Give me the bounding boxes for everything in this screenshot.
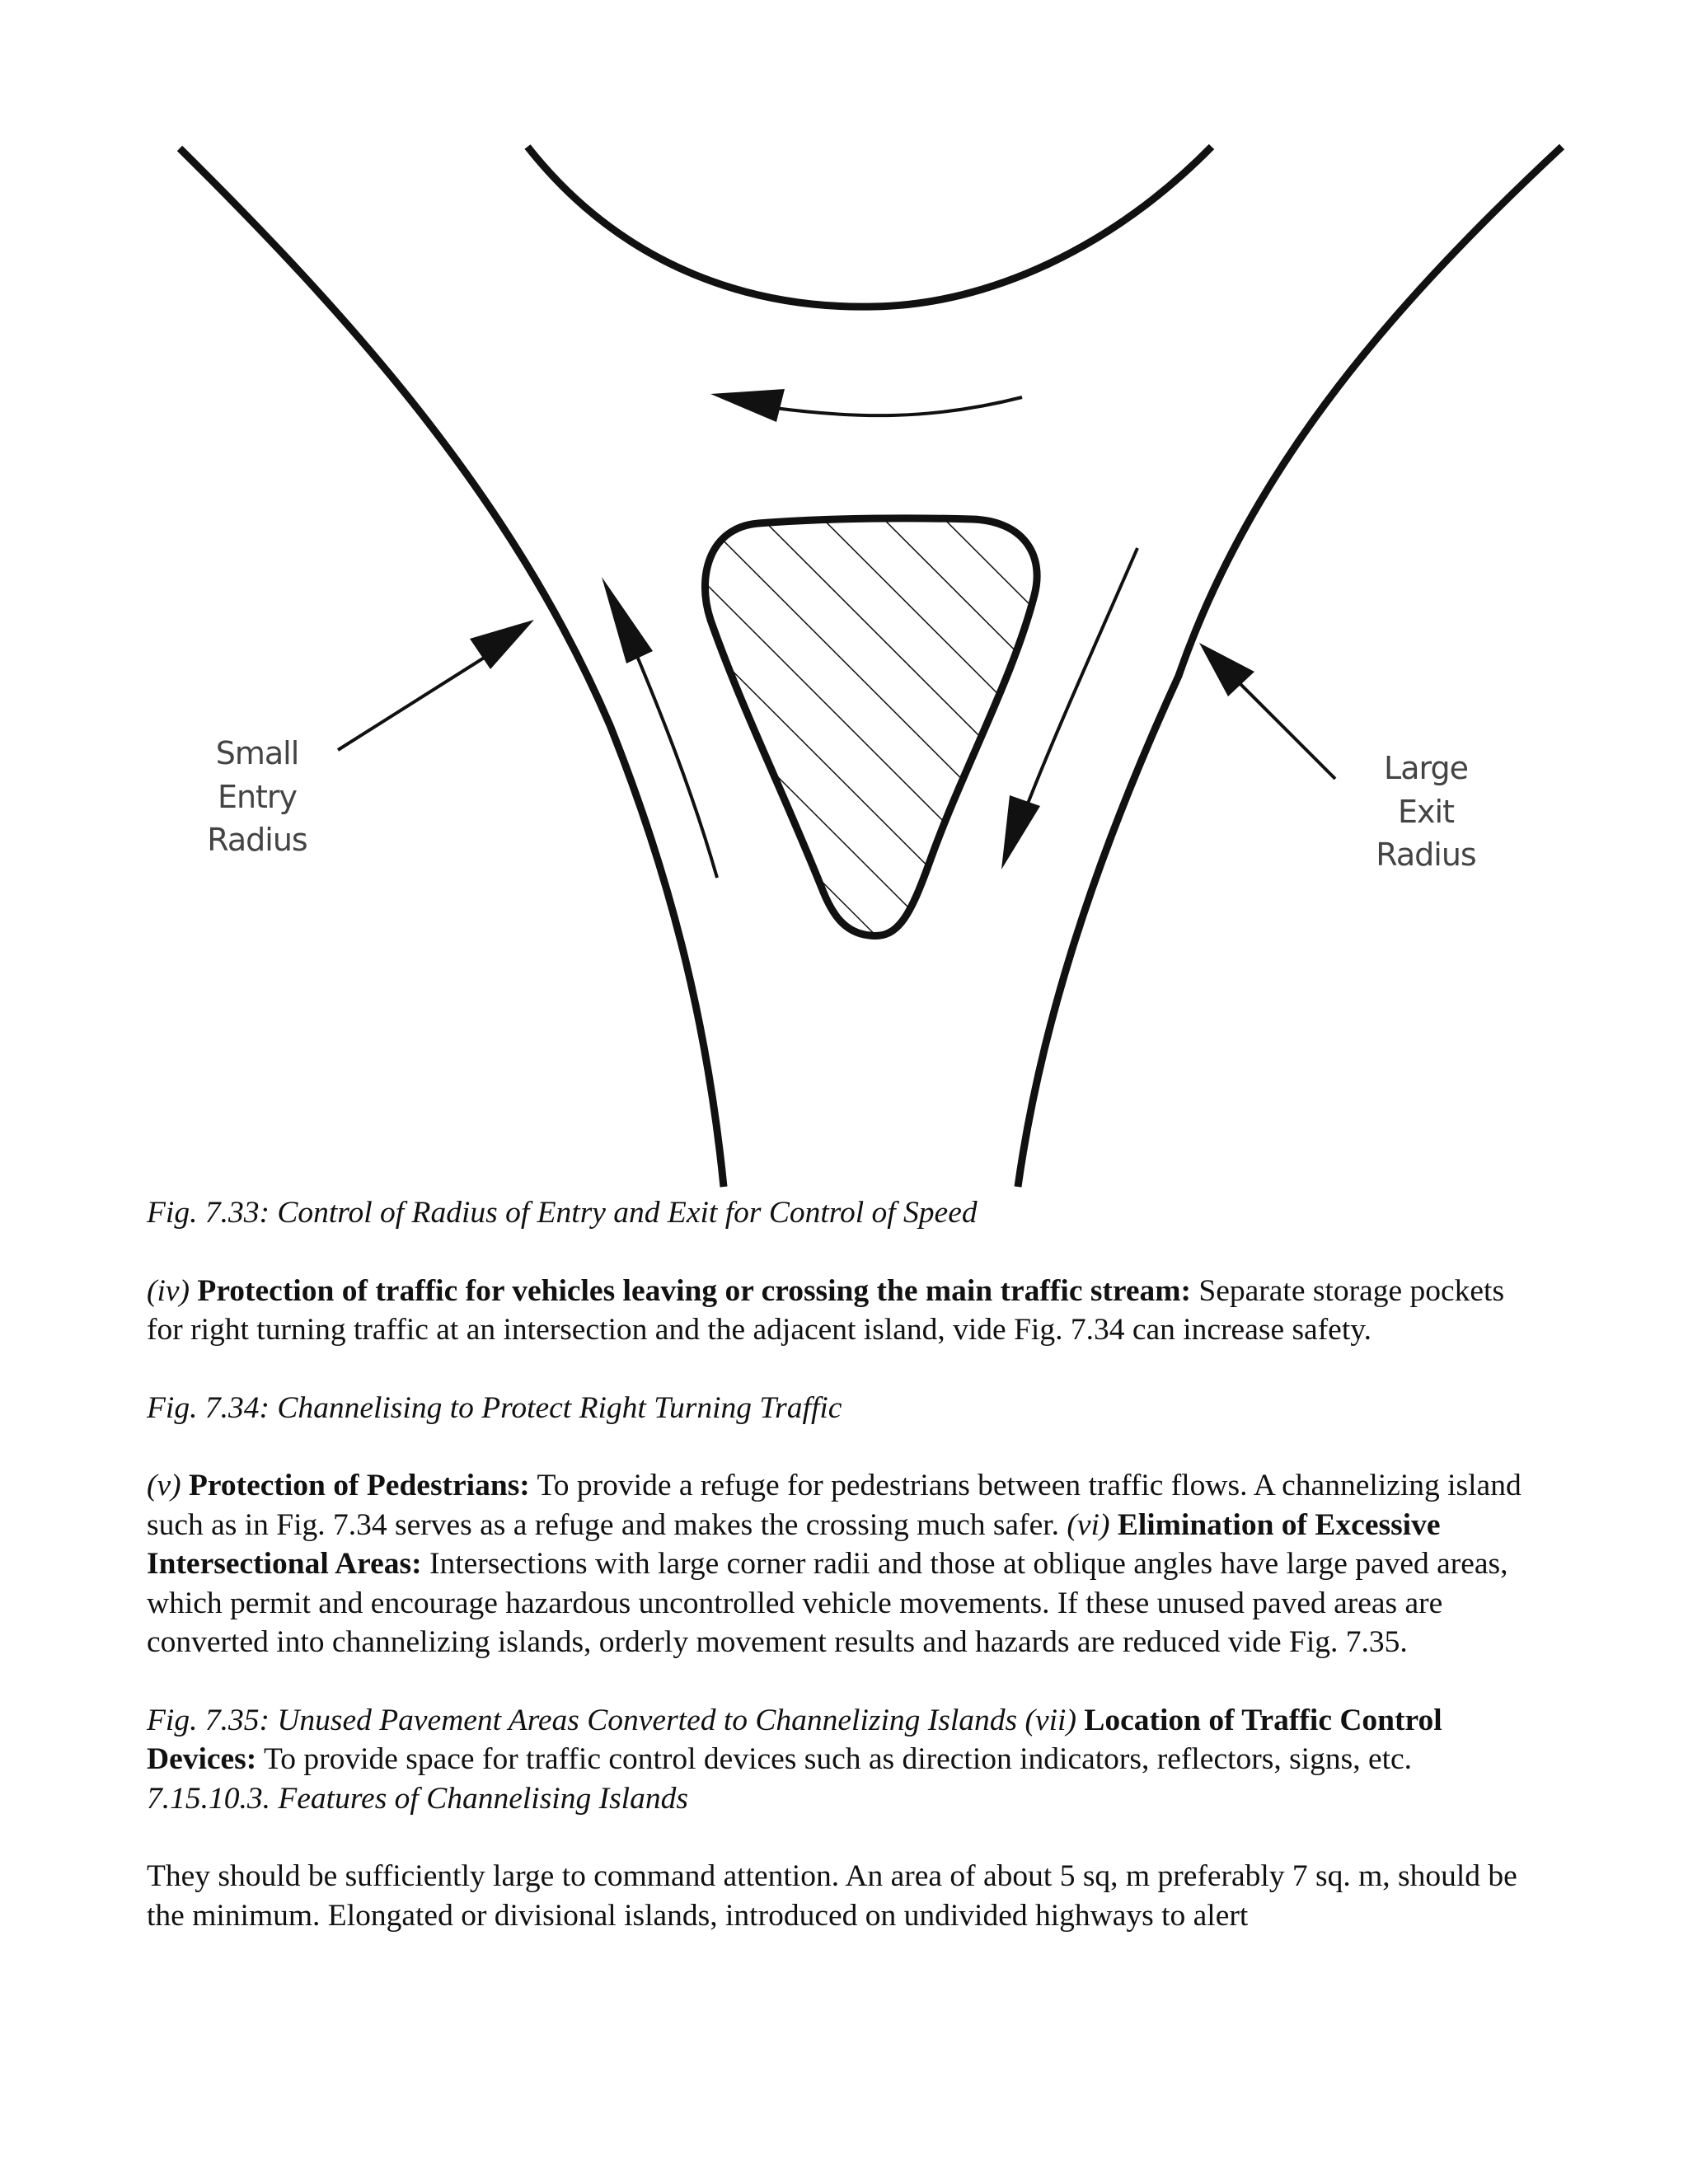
top-flow-arrow-line bbox=[775, 397, 1022, 415]
right-outer-curb bbox=[1018, 147, 1562, 1187]
label-large: Large bbox=[1384, 750, 1468, 786]
label-radius-left: Radius bbox=[207, 822, 307, 858]
left-flow-arrowhead bbox=[602, 577, 653, 663]
central-island bbox=[705, 518, 1037, 936]
item-number: (iv) bbox=[147, 1273, 190, 1308]
fig-7-34-caption: Fig. 7.34: Channelising to Protect Right Turning Traffic bbox=[147, 1390, 842, 1425]
item-body: Intersections with large corner radii and those at oblique angles have large paved areas, which permit and encourage hazardous uncontrolled vehicle movements. If these unused paved areas are converted into channelizing islands, orderly movement results and hazards are reduced vide Fig. 7.35. bbox=[147, 1547, 1508, 1659]
left-flow-arrow-line bbox=[628, 635, 717, 878]
item-body: To provide a refuge for pedestrians between traffic flows. A channelizing island such as in Fig. 7.34 serves as a refuge and makes the crossing much safer. bbox=[147, 1469, 1522, 1542]
paragraph-iv bbox=[147, 1272, 1548, 1350]
paragraph-features: They should be sufficiently large to command attention. An area of about 5 sq, m preferably 7 sq. m, should be the minimum. Elongated or divisional islands, introduced on undivided highways to alert bbox=[147, 1859, 1517, 1933]
paragraph-vii bbox=[147, 1701, 1548, 1819]
fig-7-33-caption: Fig. 7.33: Control of Radius of Entry and Exit for Control of Speed bbox=[147, 1196, 978, 1230]
item-body: Separate storage pockets for right turning traffic at an intersection and the adjacent island, vide Fig. 7.34 can increase safety. bbox=[147, 1273, 1505, 1347]
label-entry: Entry bbox=[217, 779, 298, 815]
item-heading: Elimination of Excessive Intersectional Areas: bbox=[147, 1507, 1441, 1581]
paragraph-v-vi bbox=[147, 1466, 1548, 1662]
right-flow-arrow-line bbox=[1026, 548, 1137, 808]
top-arc bbox=[528, 147, 1212, 307]
exit-leader-line bbox=[1232, 676, 1335, 779]
item-number: (vi) bbox=[1067, 1507, 1110, 1542]
item-heading: Protection of traffic for vehicles leaving or crossing the main traffic stream: bbox=[197, 1273, 1192, 1308]
top-flow-arrowhead bbox=[710, 389, 785, 422]
entry-leader-line bbox=[338, 651, 495, 750]
item-heading: Location of Traffic Control Devices: bbox=[147, 1703, 1442, 1776]
item-number: (v) bbox=[147, 1469, 181, 1502]
fig-7-35-caption: Fig. 7.35: Unused Pavement Areas Converted to Channelizing Islands (vii) bbox=[147, 1703, 1076, 1737]
item-body: To provide space for traffic control devices such as direction indicators, reflectors, signs, etc. bbox=[256, 1742, 1413, 1776]
body-text bbox=[147, 1193, 1548, 1974]
label-radius-right: Radius bbox=[1376, 837, 1476, 873]
label-exit: Exit bbox=[1398, 794, 1454, 830]
section-heading: 7.15.10.3. Features of Channelising Islands bbox=[147, 1781, 688, 1816]
item-heading: Protection of Pedestrians: bbox=[189, 1469, 530, 1502]
right-flow-arrowhead bbox=[1001, 795, 1040, 869]
label-small: Small bbox=[215, 735, 299, 771]
